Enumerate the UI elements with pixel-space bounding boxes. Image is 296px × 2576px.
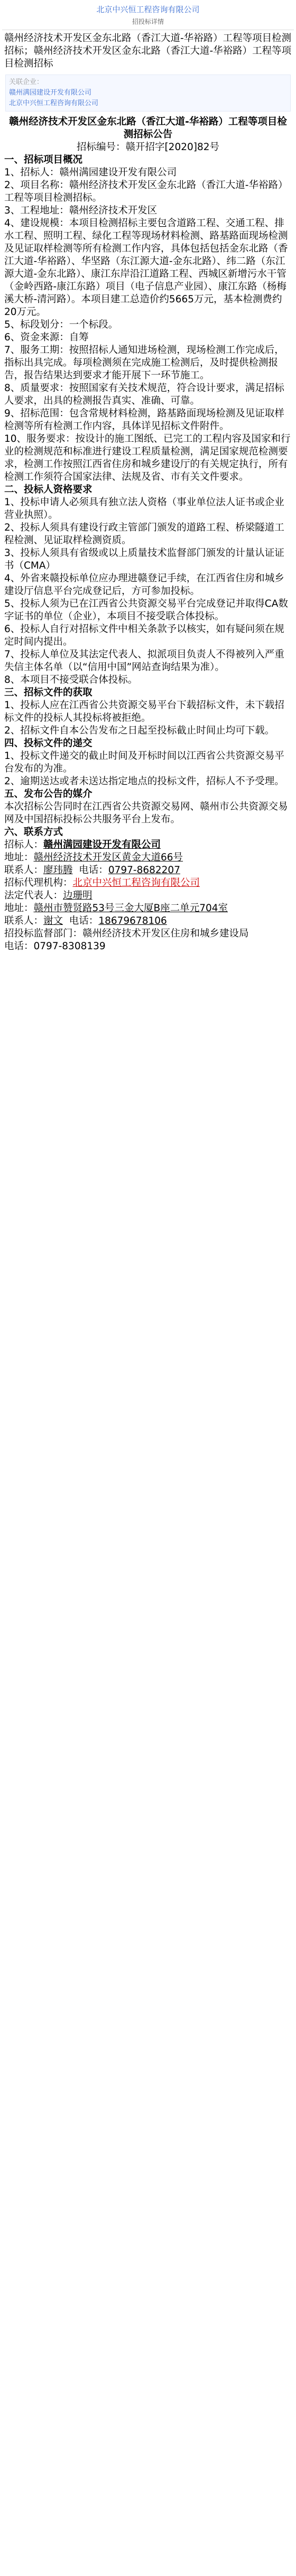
- paragraph: 3、投标人须具有省级或以上质量技术监督部门颁发的计量认证证书（CMA）: [4, 548, 284, 571]
- paragraph: 9、招标范围：包含常规材料检测，路基路面现场检测及见证取样检测等所有检测工作内容，具体详见招标文件附件。: [4, 408, 284, 432]
- paragraph: 6、投标人自行对招标文件中相关条款予以核实，如有疑问须在规定时间内提出。: [4, 624, 284, 647]
- address-label: 地址：: [4, 852, 34, 863]
- paragraph: 4、建设规模：本项目检测招标主要包含道路工程、交通工程、排水工程、照明工程、绿化工程等现场材料检测、路基路面现场检测及见证取样检测等所有检测工作内容，具体包括包括金东北路（香江大道-华裕路）、华坚路（东江源大道-金东北路）、纬二路（东江源大道-金东北路）、康江东岸沿江道路工程、西城区新增污水干管（金岭西路-康江东路）项目（电子信息产业园）、康江东路（杨梅溪大桥-清河路）。本项目建工总造价约5665万元，基本检测费约20万元。: [4, 218, 288, 318]
- phone-number: 0797-8682207: [108, 865, 180, 876]
- paragraph: 2、逾期送达或者未送达指定地点的投标文件，招标人不予受理。: [4, 776, 284, 787]
- agent-contact-label: 联系人：: [4, 915, 44, 926]
- contact-person: 廖玮腾: [43, 865, 73, 876]
- contact-row: [4, 902, 292, 915]
- section-heading: 二、投标人资格要求: [4, 484, 92, 495]
- paragraph: 1、招标人：赣州满园建设开发有限公司: [4, 167, 177, 178]
- paragraph: 本次招标公告同时在江西省公共资源交易网、赣州市公共资源交易网及中国招标投标公共服务平台上发布。: [4, 801, 288, 825]
- related-company-link[interactable]: 赣州满园建设开发有限公司: [9, 89, 92, 97]
- section-heading: 五、发布公告的媒介: [4, 789, 92, 800]
- paragraph: 2、投标人须具有建设行政主管部门颁发的道路工程、桥梁隧道工程检测、见证取样检测资质。: [4, 522, 284, 546]
- paragraph: 1、投标申请人必须具有独立法人资格（事业单位法人证书或企业营业执照）。: [4, 497, 284, 521]
- agent-label: 招标代理机构：: [4, 877, 73, 888]
- contact-label: 联系人：: [4, 865, 44, 876]
- paragraph: 7、服务工期：按照招标人通知进场检测，现场检测工作完成后，指标出具完成。每项检测须在完成施工检测后，及时提供检测报告，报告结果达到要求才能开展下一环节施工。: [4, 345, 284, 381]
- supervisor-name: 赣州经济技术开发区住房和城乡建设局: [82, 928, 249, 939]
- contact-row: [4, 851, 292, 864]
- section-heading: 六、联系方式: [4, 827, 63, 838]
- legal-rep: 边珊明: [63, 890, 92, 901]
- phone-label: 电话：: [79, 865, 108, 876]
- contact-row: [4, 940, 292, 953]
- rep-label: 法定代表人：: [4, 890, 63, 901]
- agent-phone: 18679678106: [98, 915, 167, 926]
- related-label: 关联企业：: [9, 78, 44, 86]
- tenderer-name: 赣州满园建设开发有限公司: [43, 839, 161, 850]
- supervisor-phone-label: 电话：: [4, 941, 34, 952]
- paragraph: 5、标段划分：一个标段。: [4, 319, 118, 330]
- document-body: [0, 32, 296, 953]
- agent-address-label: 地址：: [4, 903, 34, 914]
- paragraph: 10、服务要求：按设计的施工图纸、已完工的工程内容及国家和行业的检测规范和标准进行建设工程质量检测，满足国家规范检测要求，检测工作按照江西省住房和城乡建设厅的有关规定执行，所有检测工作须符合国家法律、法规及省、市有关文件要求。: [4, 433, 291, 483]
- paragraph: 8、质量要求：按照国家有关技术规范，符合设计要求，满足招标人要求，出具的检测报告真实、准确、可靠。: [4, 383, 284, 406]
- agent-name: 北京中兴恒工程咨询有限公司: [72, 877, 200, 888]
- contact-row: [4, 839, 292, 851]
- agent-phone-label: 电话：: [69, 915, 99, 926]
- related-company-link[interactable]: 北京中兴恒工程咨询有限公司: [9, 99, 99, 107]
- supervisor-label: 招投标监督部门：: [4, 928, 83, 939]
- agent-contact: 谢文: [43, 915, 63, 926]
- notice-heading: 赣州经济技术开发区金东北路（香江大道-华裕路）工程等项目检测招标公告: [9, 116, 287, 140]
- contact-row: [4, 877, 292, 889]
- paragraph: 4、外省来赣投标单位应办理进赣登记手续，在江西省住房和城乡建设厅信息平台完成登记后，方可参加投标。: [4, 573, 284, 597]
- paragraph: 3、工程地址：赣州经济技术开发区: [4, 205, 158, 216]
- paragraph: 5、投标人须为已在江西省公共资源交易平台完成登记并取得CA数字证书的单位（企业），本项目不接受联合体投标。: [4, 598, 288, 622]
- paragraph: 8、本项目不接受联合体投标。: [4, 674, 138, 685]
- page-subtitle: 招投标详情: [132, 18, 164, 25]
- section-heading: 一、招标项目概况: [4, 154, 83, 165]
- agent-address: 赣州市赞贤路53号三金大厦B座二单元704室: [33, 903, 228, 914]
- paragraph: 2、项目名称：赣州经济技术开发区金东北路（香江大道-华裕路）工程等项目检测招标。: [4, 180, 288, 203]
- tender-number: 招标编号：赣开招字[2020]82号: [76, 142, 220, 153]
- related-companies: [5, 75, 291, 112]
- contact-row: [4, 889, 292, 902]
- tender-title: 赣州经济技术开发区金东北路（香江大道-华裕路）工程等项目检测招标；赣州经济技术开发区金东北路（香江大道-华裕路）工程等项目检测招标: [4, 33, 292, 69]
- section-heading: 四、投标文件的递交: [4, 738, 92, 749]
- company-title: 北京中兴恒工程咨询有限公司: [96, 5, 200, 14]
- paragraph: 1、投标人应在江西省公共资源交易平台下载招标文件，未下载招标文件的投标人其投标将被拒绝。: [4, 700, 284, 724]
- paragraph: 6、资金来源：自筹: [4, 332, 89, 343]
- tenderer-address: 赣州经济技术开发区黄金大道66号: [33, 852, 183, 863]
- paragraph: 7、投标人单位及其法定代表人、拟派项目负责人不得被列入严重失信主体名单（以“信用中国”网站查询结果为准）。: [4, 649, 284, 673]
- contact-row: [4, 928, 292, 940]
- contact-row: [4, 864, 292, 877]
- paragraph: 2、招标文件自本公告发布之日起至投标截止时间止均可下载。: [4, 725, 275, 736]
- contact-row: [4, 915, 292, 928]
- supervisor-phone: 0797-8308139: [33, 941, 106, 952]
- paragraph: 1、投标文件递交的截止时间及开标时间以江西省公共资源交易平台发布的为准。: [4, 750, 284, 774]
- section-heading: 三、招标文件的获取: [4, 687, 92, 698]
- tenderer-label: 招标人：: [4, 839, 44, 850]
